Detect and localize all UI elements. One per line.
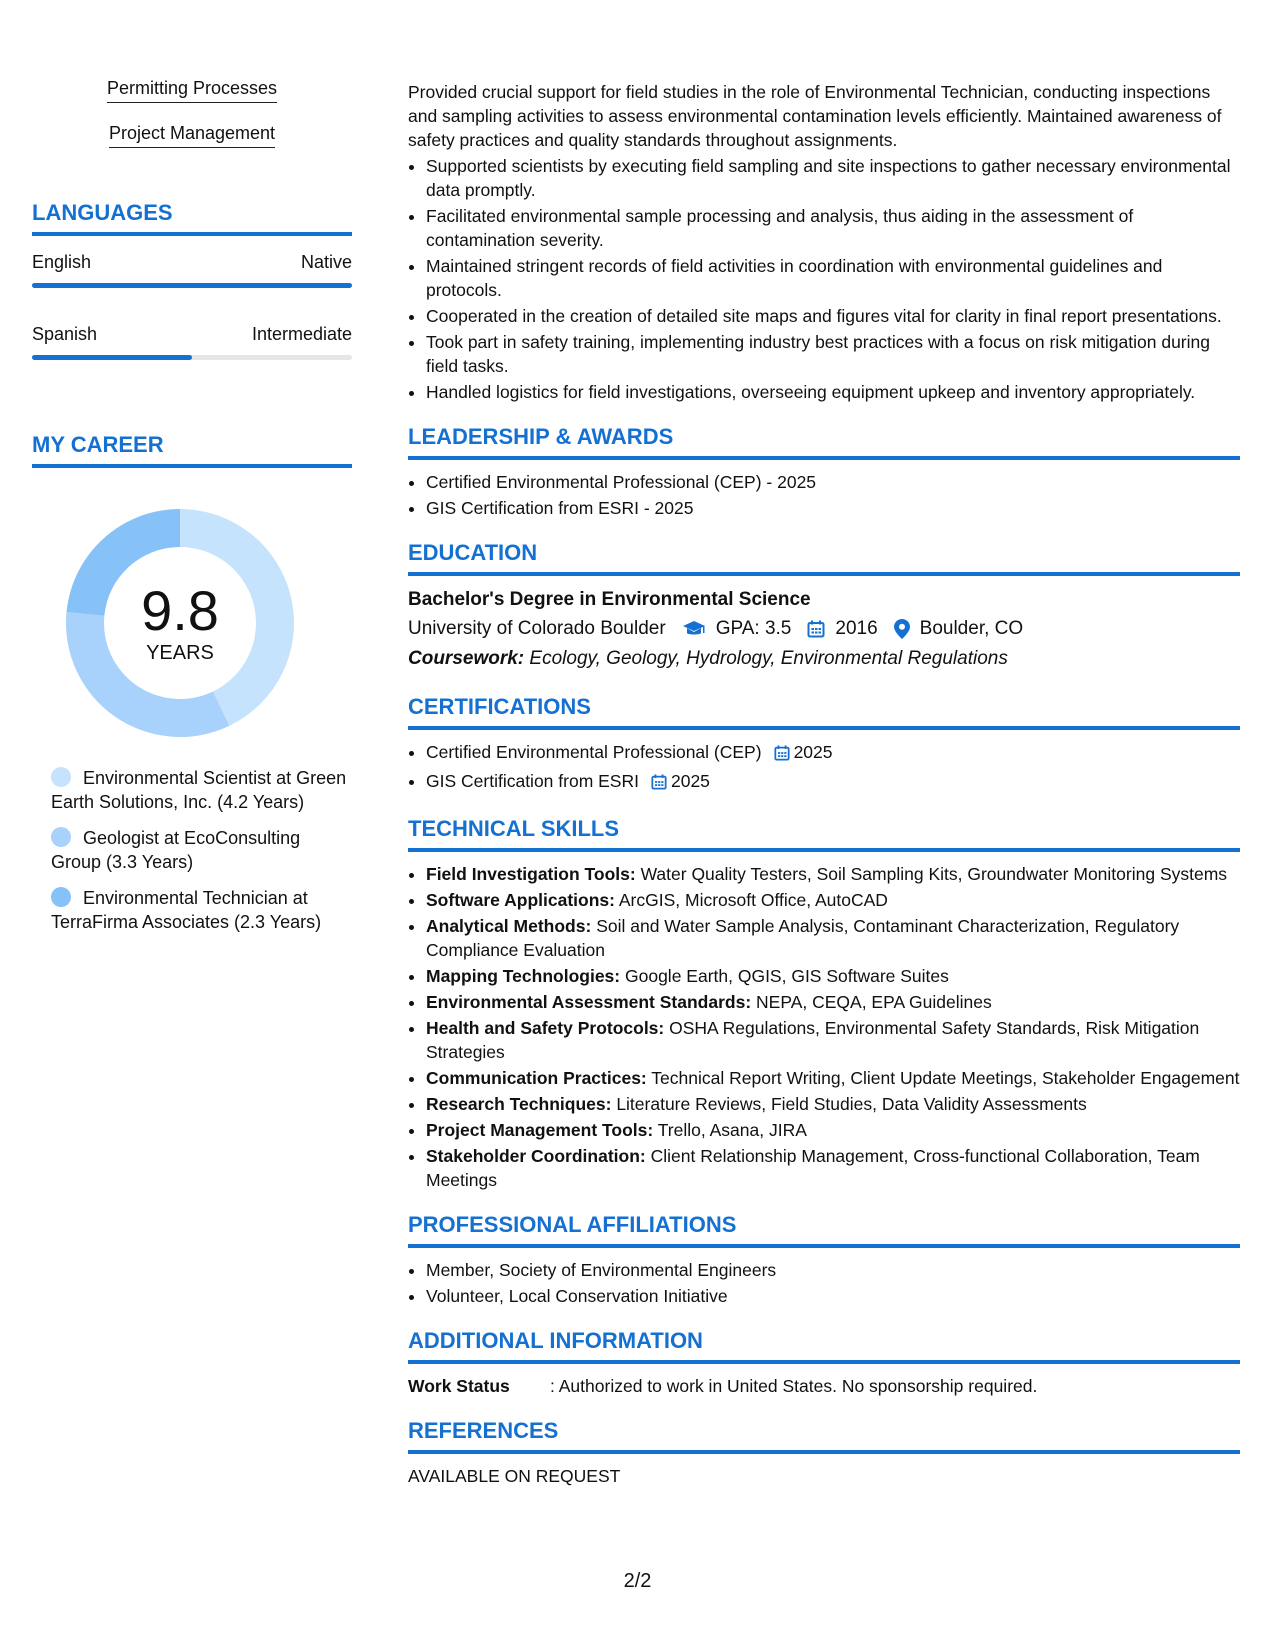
education-details: [408, 614, 1240, 644]
technical-skill-item: [426, 1118, 1240, 1142]
language-proficiency-bar: [32, 355, 352, 360]
language-proficiency-fill: [32, 283, 352, 288]
references-text: AVAILABLE ON REQUEST: [408, 1466, 621, 1486]
career-legend-label: Environmental Technician at TerraFirma Associates (2.3 Years): [51, 888, 322, 932]
calendar-icon: [774, 743, 790, 767]
language-name: Spanish: [32, 324, 98, 344]
references-heading: REFERENCES: [408, 1418, 1240, 1454]
sidebar: [32, 78, 352, 946]
technical-skill-item: [426, 914, 1240, 962]
certification-item: [426, 740, 1240, 767]
career-donut-chart: [65, 508, 295, 738]
language-level: Native: [300, 252, 352, 272]
skill-values: OSHA Regulations, Environmental Safety Standards, Risk Mitigation Strategies: [426, 1018, 1200, 1062]
skill-values: Soil and Water Sample Analysis, Contaminant Characterization, Regulatory Compliance Evaluation: [426, 916, 1180, 960]
experience-summary: Provided crucial support for field studies in the role of Environmental Technician, conducting inspections and sampling activities to assess environmental contamination levels efficiently. Maintained awareness of safety practices and quality standards throughout assignments.: [408, 82, 1222, 150]
award-item: • Certified Environmental Professional (CEP) - 2025: [426, 470, 1240, 494]
skill-category: Health and Safety Protocols:: [426, 1018, 665, 1038]
skill-category: Communication Practices:: [426, 1068, 647, 1088]
experience-bullet: • Facilitated environmental sample processing and analysis, thus aiding in the assessment of contamination severity.: [426, 204, 1240, 252]
technical-skill-item: [426, 1016, 1240, 1064]
languages-list: [32, 252, 352, 360]
certifications-list: [408, 740, 1240, 796]
calendar-icon: [651, 772, 667, 796]
career-heading: MY CAREER: [32, 432, 352, 468]
career-total-years: 9.8: [141, 578, 219, 642]
coursework: Coursework: Ecology, Geology, Hydrology, Environmental Regulations: [408, 648, 1008, 669]
language-proficiency-bar: [32, 283, 352, 288]
legend-dot: [51, 767, 71, 787]
skill-values: ArcGIS, Microsoft Office, AutoCAD: [618, 890, 888, 910]
affiliations-heading: PROFESSIONAL AFFILIATIONS: [408, 1212, 1240, 1248]
skill-values: Trello, Asana, JIRA: [657, 1120, 807, 1140]
leadership-list: [408, 470, 1240, 520]
skill-category: Project Management Tools:: [426, 1120, 654, 1140]
career-legend-item: [32, 886, 352, 934]
leadership-heading: LEADERSHIP & AWARDS: [408, 424, 1240, 460]
work-status-label: Work Status: [408, 1376, 510, 1396]
skill-values: Literature Reviews, Field Studies, Data Validity Assessments: [616, 1094, 1087, 1114]
legend-dot: [51, 887, 71, 907]
work-status-value: : Authorized to work in United States. No sponsorship required.: [550, 1376, 1038, 1396]
language-row: [32, 324, 352, 345]
technical-skill-item: [426, 964, 1240, 988]
technical-skill-item: [426, 862, 1240, 886]
language-name: English: [32, 252, 92, 272]
school-location: Boulder, CO: [919, 618, 1024, 639]
experience-bullet: • Handled logistics for field investigations, overseeing equipment upkeep and inventory appropriately.: [426, 380, 1240, 404]
certification-name: GIS Certification from ESRI: [426, 771, 639, 791]
technical-skill-item: [426, 888, 1240, 912]
skill-values: Google Earth, QGIS, GIS Software Suites: [625, 966, 949, 986]
skill-item[interactable]: Project Management: [32, 123, 352, 148]
skill-category: Software Applications:: [426, 890, 615, 910]
skill-values: Client Relationship Management, Cross-functional Collaboration, Team Meetings: [426, 1146, 1200, 1190]
language-level: Intermediate: [251, 324, 352, 344]
graduation-year: 2016: [835, 618, 878, 639]
main-content: [408, 80, 1240, 1488]
experience-bullet: • Cooperated in the creation of detailed site maps and figures vital for clarity in final report presentations.: [426, 304, 1240, 328]
career-legend-label: Environmental Scientist at Green Earth Solutions, Inc. (4.2 Years): [51, 768, 347, 812]
skill-values: Water Quality Testers, Soil Sampling Kits, Groundwater Monitoring Systems: [640, 864, 1228, 884]
work-status-row: [408, 1374, 1240, 1398]
skill-category: Environmental Assessment Standards:: [426, 992, 752, 1012]
career-legend-label: Geologist at EcoConsulting Group (3.3 Years): [51, 828, 301, 872]
technical-skill-item: [426, 1066, 1240, 1090]
certification-year: 2025: [793, 742, 833, 762]
skill-values: NEPA, CEQA, EPA Guidelines: [756, 992, 992, 1012]
language-row: [32, 252, 352, 273]
experience-bullet: • Took part in safety training, implementing industry best practices with a focus on risk mitigation during field tasks.: [426, 330, 1240, 378]
career-unit: YEARS: [146, 641, 214, 664]
school-name: University of Colorado Boulder: [408, 618, 666, 639]
skill-category: Mapping Technologies:: [426, 966, 621, 986]
affiliation-item: • Volunteer, Local Conservation Initiative: [426, 1284, 1240, 1308]
experience-bullet: • Supported scientists by executing field sampling and site inspections to gather necessary environmental data promptly.: [426, 154, 1240, 202]
affiliation-item: • Member, Society of Environmental Engineers: [426, 1258, 1240, 1282]
affiliations-list: [408, 1258, 1240, 1308]
experience-bullet: • Maintained stringent records of field activities in coordination with environmental guidelines and protocols.: [426, 254, 1240, 302]
skill-category: Analytical Methods:: [426, 916, 592, 936]
certifications-heading: CERTIFICATIONS: [408, 694, 1240, 730]
skill-values: Technical Report Writing, Client Update Meetings, Stakeholder Engagement: [651, 1068, 1240, 1088]
gpa: GPA: 3.5: [715, 618, 792, 639]
technical-skill-item: [426, 1144, 1240, 1192]
education-heading: EDUCATION: [408, 540, 1240, 576]
certification-name: Certified Environmental Professional (CEP): [426, 742, 762, 762]
career-legend: [32, 766, 352, 934]
calendar-icon: [807, 620, 825, 638]
location-pin-icon: [894, 619, 910, 639]
legend-dot: [51, 827, 71, 847]
graduation-cap-icon: [682, 620, 706, 638]
technical-skill-item: [426, 990, 1240, 1014]
career-legend-item: [32, 766, 352, 814]
language-proficiency-fill: [32, 355, 192, 360]
skill-category: Research Techniques:: [426, 1094, 612, 1114]
skill-category: Field Investigation Tools:: [426, 864, 636, 884]
career-legend-item: [32, 826, 352, 874]
skill-item[interactable]: Permitting Processes: [32, 78, 352, 103]
degree-title: Bachelor's Degree in Environmental Science: [408, 589, 811, 610]
languages-heading: LANGUAGES: [32, 200, 352, 236]
skill-category: Stakeholder Coordination:: [426, 1146, 646, 1166]
award-item: • GIS Certification from ESRI - 2025: [426, 496, 1240, 520]
certification-year: 2025: [670, 771, 710, 791]
technical-skills-heading: TECHNICAL SKILLS: [408, 816, 1240, 852]
certification-item: [426, 769, 1240, 796]
technical-skill-item: [426, 1092, 1240, 1116]
technical-skills-list: [408, 862, 1240, 1192]
additional-info-heading: ADDITIONAL INFORMATION: [408, 1328, 1240, 1364]
page-number: 2/2: [623, 1570, 652, 1592]
experience-bullets: [408, 154, 1240, 404]
